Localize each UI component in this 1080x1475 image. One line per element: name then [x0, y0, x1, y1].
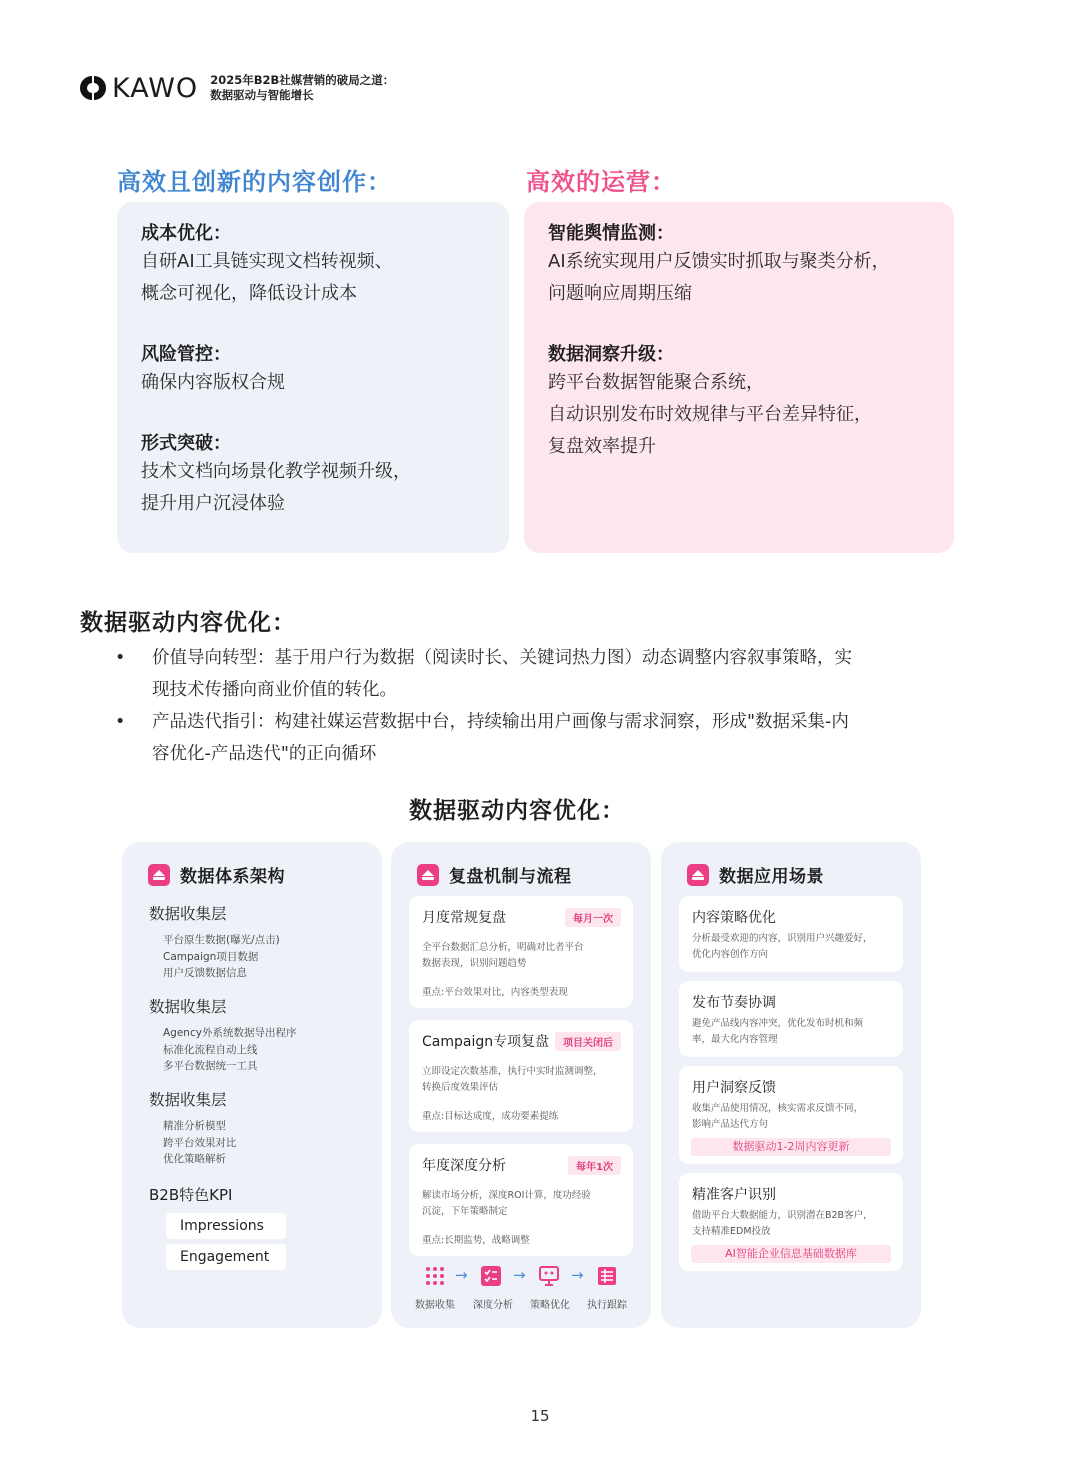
scenario-card [679, 896, 903, 972]
page-header [80, 68, 394, 108]
item-line: 概念可视化，降低设计成本 [141, 283, 357, 304]
layer-item: Agency外系统数据导出程序 [163, 1027, 297, 1039]
kpi-heading: B2B特色KPI [149, 1186, 233, 1204]
card-line: 沉淀，下年策略制定 [422, 1206, 508, 1217]
card-line: 分析最受欢迎的内容，识别用户兴趣爱好， [692, 933, 873, 944]
arrow-right-icon: → [571, 1266, 584, 1284]
card-line: 优化内容创作方向 [692, 949, 769, 960]
layer-item: Campaign项目数据 [163, 950, 259, 963]
content-creation-panel [117, 202, 509, 553]
content-creation-title: 高效且创新的内容创作： [117, 168, 392, 196]
flow-step-label: 执行跟踪 [587, 1300, 627, 1311]
data-driven-title: 数据驱动内容优化： [80, 610, 296, 636]
column-title: 数据应用场景 [719, 867, 824, 887]
flow-step-label: 数据收集 [415, 1300, 455, 1311]
column-header [148, 862, 285, 887]
layer-heading: 数据收集层 [149, 905, 227, 923]
frequency-badge: 每月一次 [565, 908, 621, 927]
review-card [409, 1020, 633, 1132]
card-focus: 重点:平台效果对比，内容类型表现 [422, 987, 568, 998]
kpi-pill: Engagement [166, 1244, 286, 1270]
layer-item: 平台原生数据(曝光/点击) [163, 934, 280, 946]
operations-item [548, 343, 930, 463]
layer-item: 多平台数据统一工具 [163, 1060, 258, 1072]
frequency-badge: 每年1次 [568, 1156, 621, 1175]
card-focus: 重点:目标达成度，成功要素提练 [422, 1111, 559, 1122]
bullet-item [110, 706, 970, 770]
operations-item [548, 222, 930, 310]
page-number: 15 [530, 1407, 550, 1425]
arrow-right-icon: → [455, 1266, 468, 1284]
data-application-column [661, 842, 921, 1328]
operations-panel [524, 202, 954, 553]
card-description [692, 931, 895, 963]
document-title-line2: 数据驱动与智能增长 [210, 88, 314, 102]
card-description [692, 1016, 895, 1048]
card-description [692, 1208, 895, 1240]
item-line: 确保内容版权合规 [141, 372, 285, 393]
column-title: 数据体系架构 [180, 867, 285, 887]
highlight-tag: AI智能企业信息基础数据库 [691, 1245, 891, 1263]
card-line: 率，最大化内容管理 [692, 1034, 778, 1045]
card-description [422, 940, 623, 972]
item-line: 技术文档向场景化教学视频升级， [141, 461, 411, 482]
review-process-column [391, 842, 651, 1328]
flow-step-label: 深度分析 [473, 1300, 513, 1311]
card-description [422, 1064, 623, 1096]
arrow-right-icon: → [513, 1266, 526, 1284]
item-heading: 智能舆情监测： [548, 223, 674, 244]
card-description [422, 1188, 623, 1220]
diagram-title: 数据驱动内容优化： [409, 798, 625, 824]
content-item [141, 343, 485, 399]
review-card [409, 896, 633, 1008]
item-heading: 成本优化： [141, 223, 231, 244]
scenario-card [679, 1066, 903, 1164]
layer-item: 优化策略解析 [163, 1153, 226, 1165]
card-focus: 重点:长期监势，战略调整 [422, 1235, 530, 1246]
item-heading: 风险管控： [141, 344, 231, 365]
item-heading: 形式突破： [141, 433, 231, 454]
data-architecture-column [122, 842, 382, 1328]
eject-icon [687, 864, 709, 886]
card-title: 精准客户识别 [692, 1187, 776, 1203]
eject-icon [148, 864, 170, 886]
item-line: 提升用户沉浸体验 [141, 493, 285, 514]
operations-title: 高效的运营： [526, 168, 676, 196]
grid-dots-icon [425, 1266, 445, 1286]
card-title: 内容策略优化 [692, 910, 776, 926]
bullet-line: • 产品迭代指引：构建社媒运营数据中台，持续输出用户画像与需求洞察，形成"数据采集-内 [152, 712, 849, 732]
column-title: 复盘机制与流程 [449, 867, 572, 887]
process-flow [409, 1262, 633, 1322]
card-description [692, 1101, 895, 1133]
frequency-badge: 项目关闭后 [555, 1032, 621, 1051]
layer-item: 用户反馈数据信息 [163, 967, 247, 979]
scenario-card [679, 981, 903, 1057]
kawo-logo-icon [80, 75, 106, 101]
card-line: 避免产品线内容冲突，优化发布时机和频 [692, 1018, 864, 1029]
content-item [141, 432, 485, 520]
layer-item: 跨平台效果对比 [163, 1136, 237, 1149]
content-item [141, 222, 485, 310]
card-line: 立即设定次数基准，执行中实时监测调整， [422, 1066, 603, 1077]
layer-heading: 数据收集层 [149, 998, 227, 1016]
bullet-line: 容优化-产品迭代"的正向循环 [152, 744, 377, 764]
card-line: 借助平台大数据能力，识别潜在B2B客户， [692, 1210, 873, 1221]
layer-heading: 数据收集层 [149, 1091, 227, 1109]
scenario-card [679, 1173, 903, 1271]
monitor-icon [539, 1266, 559, 1286]
card-line: 支持精准EDM投放 [692, 1226, 771, 1237]
data-layer [149, 904, 280, 982]
item-line: 自动识别发布时效规律与平台差异特征， [548, 404, 872, 425]
layer-items [163, 932, 280, 982]
layer-items [163, 1025, 296, 1075]
document-list-icon [597, 1266, 617, 1286]
card-line: 解读市场分析，深度ROI计算，度功经验 [422, 1190, 591, 1201]
eject-icon [417, 864, 439, 886]
brand-name: KAWO [112, 72, 199, 104]
checklist-icon [481, 1266, 501, 1286]
card-line: 全平台数据汇总分析，明确对比者平台 [422, 942, 584, 953]
flow-step-label: 策略优化 [530, 1300, 570, 1311]
kpi-pill: Impressions [166, 1213, 286, 1239]
card-title: 发布节奏协调 [692, 995, 776, 1011]
highlight-tag: 数据驱动1-2周内容更新 [691, 1138, 891, 1156]
column-header [687, 862, 824, 887]
layer-item: 标准化流程自动上线 [163, 1043, 258, 1056]
item-line: AI系统实现用户反馈实时抓取与聚类分析， [548, 251, 890, 272]
layer-item: 精准分析模型 [163, 1120, 226, 1132]
card-title: Campaign专项复盘 [422, 1034, 550, 1050]
data-layer [149, 997, 296, 1075]
card-title: 月度常规复盘 [422, 910, 506, 926]
data-layer [149, 1090, 237, 1168]
item-line: 跨平台数据智能聚合系统， [548, 372, 764, 393]
card-line: 数据表现，识别问题趋势 [422, 958, 527, 969]
card-title: 用户洞察反馈 [692, 1080, 776, 1096]
review-card [409, 1144, 633, 1256]
item-line: 复盘效率提升 [548, 436, 656, 457]
layer-items [163, 1118, 237, 1168]
item-heading: 数据洞察升级： [548, 344, 674, 365]
column-header [417, 862, 572, 887]
card-line: 影响产品达代方句 [692, 1119, 769, 1130]
bullet-item [110, 642, 970, 706]
bullet-line: 现技术传播向商业价值的转化。 [152, 680, 397, 700]
card-line: 收集产品使用情况，核实需求反馈不同， [692, 1103, 864, 1114]
card-title: 年度深度分析 [422, 1158, 506, 1174]
bullet-list [110, 642, 970, 770]
item-line: 自研AI工具链实现文档转视频、 [141, 251, 393, 272]
kawo-logo [80, 73, 198, 104]
bullet-line: • 价值导向转型：基于用户行为数据（阅读时长、关键词热力图）动态调整内容叙事策略，实 [152, 648, 852, 668]
document-title-line1: 2025年B2B社媒营销的破局之道： [210, 73, 395, 87]
card-line: 转换后度效果评估 [422, 1082, 499, 1093]
document-title [210, 73, 394, 103]
item-line: 问题响应周期压缩 [548, 283, 692, 304]
